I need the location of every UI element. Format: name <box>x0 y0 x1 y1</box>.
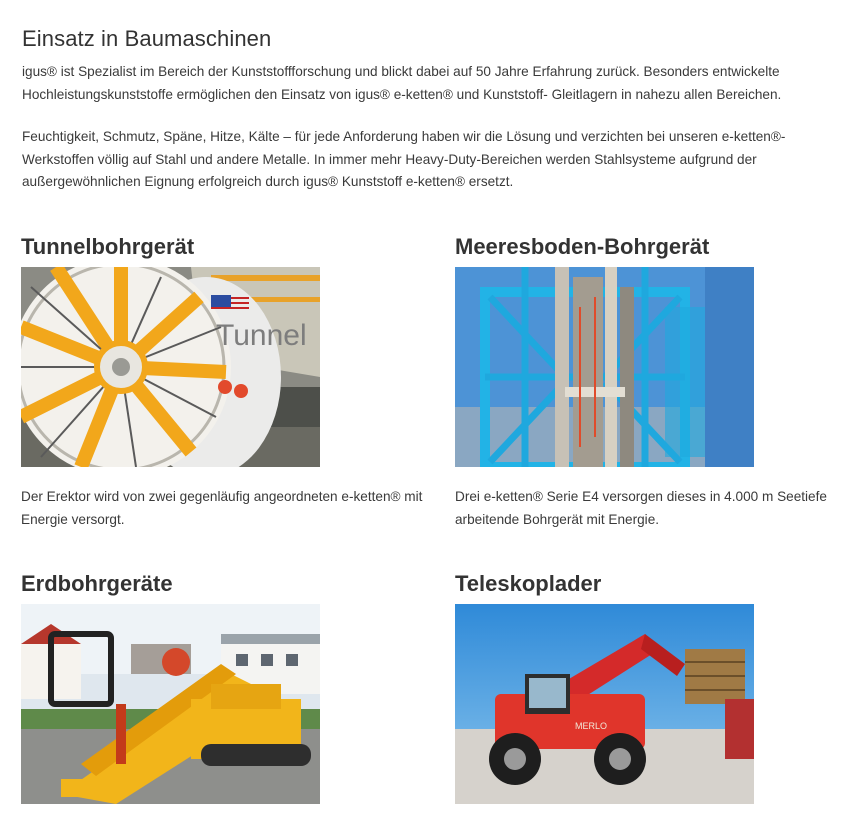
section-title-meeresboden-bohrgeraet: Meeresboden-Bohrgerät <box>455 234 710 259</box>
telescopic-handler-photo <box>455 604 754 804</box>
intro-paragraph-1: igus® ist Spezialist im Bereich der Kunststoffforschung und blickt dabei auf 50 Jahre Erfahrung zurück. Besonders entwickelte Hochleistungskunststoffe ermöglichen den Einsatz von igus® e-ketten® und Kunststoff- Gleitlagern in nahezu allen Bereichen. <box>22 64 782 102</box>
section-title-tunnelbohrgeraet: Tunnelbohrgerät <box>21 234 195 259</box>
tunnel-boring-machine-photo <box>21 267 320 467</box>
section-title-teleskoplader: Teleskoplader <box>455 571 602 596</box>
earth-drilling-machine-photo <box>21 604 320 804</box>
seabed-drilling-rig-photo <box>455 267 754 467</box>
section-title-erdbohrgeraete: Erdbohrgeräte <box>21 571 173 596</box>
tunnel-lettering: Tunnel <box>216 319 307 352</box>
intro-paragraph-2: Feuchtigkeit, Schmutz, Späne, Hitze, Kälte – für jede Anforderung haben wir die Lösung und verzichten bei unseren e-ketten®-Werkstoffen völlig auf Stahl und andere Metalle. In immer mehr Heavy-Duty-Bereichen werden Stahlsysteme aufgrund der außergewöhnlichen Eignung erfolgreich durch igus® Kunststoff e-ketten® ersetzt. <box>22 129 786 189</box>
merlo-lettering: MERLO <box>575 721 608 731</box>
page-title: Einsatz in Baumaschinen <box>22 26 272 51</box>
caption-meeresboden-bohrgeraet: Drei e-ketten® Serie E4 versorgen dieses in 4.000 m Seetiefe arbeitende Bohrgerät mit Energie. <box>455 489 827 527</box>
caption-tunnelbohrgeraet: Der Erektor wird von zwei gegenläufig angeordneten e-ketten® mit Energie versorgt. <box>21 489 423 527</box>
